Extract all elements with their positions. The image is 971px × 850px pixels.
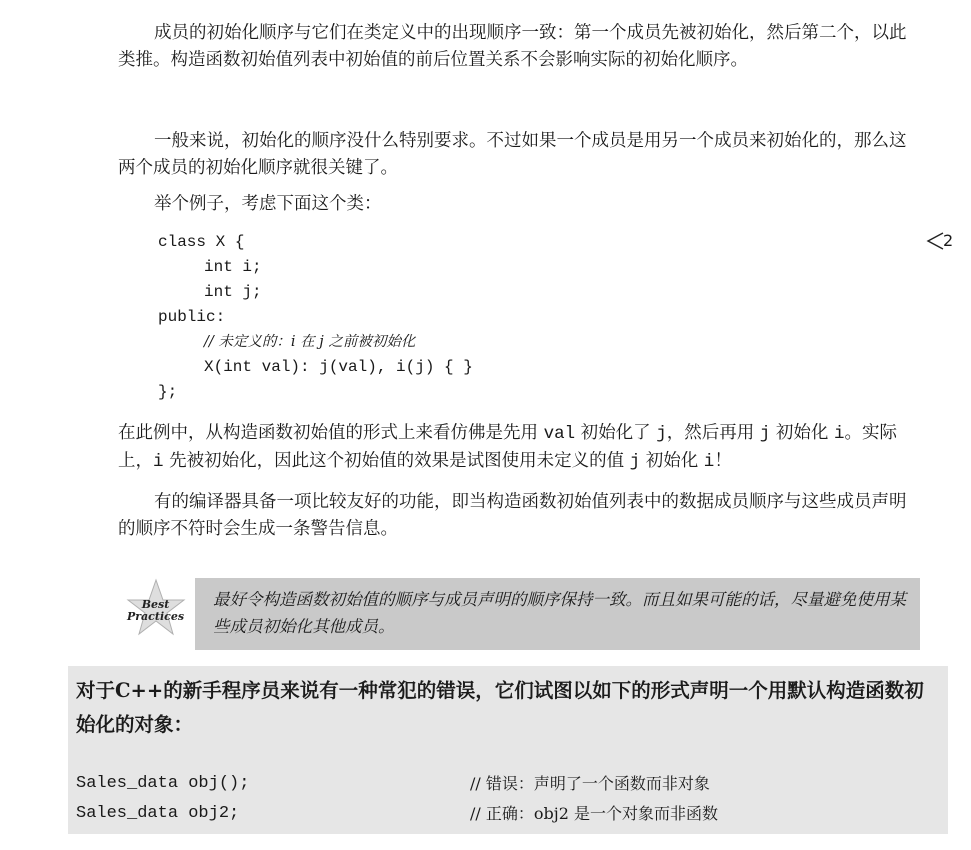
panel-code-declaration: Sales_data obj2; [76, 804, 240, 823]
code-line: int i; [204, 258, 262, 276]
text-run: ！ [714, 451, 732, 471]
page-reference-number: 2 [943, 231, 954, 250]
inline-code: j [759, 424, 771, 444]
left-arrow-icon [926, 232, 944, 250]
label-line: Best [141, 598, 170, 611]
panel-code-declaration: Sales_data obj(); [76, 774, 250, 793]
paragraph-init-order: 成员的初始化顺序与它们在类定义中的出现顺序一致：第一个成员先被初始化，然后第二个，以此类推。构造函数初始值列表中初始值的前后位置关系不会影响实际的初始化顺序。 [118, 23, 907, 70]
code-line: int j; [204, 283, 262, 301]
code-line: class X { [158, 233, 245, 251]
paragraph-example-explanation [118, 420, 918, 476]
text-run: 初始化了 [575, 423, 657, 443]
panel-code-row [76, 770, 946, 798]
panel-code-comment: // 正确：obj2 是一个对象而非函数 [470, 804, 718, 823]
text-run: 。实际上， [118, 423, 897, 471]
code-block-class-x [158, 230, 718, 405]
code-line: }; [158, 383, 178, 401]
best-practices-text: 最好令构造函数初始值的顺序与成员声明的顺序保持一致。而且如果可能的话，尽量避免使用某些成员初始化其他成员。 [195, 578, 920, 650]
inline-code: i [833, 424, 845, 444]
inline-code: i [153, 452, 164, 472]
panel-paragraph: 对于C++的新手程序员来说有一种常犯的错误，它们试图以如下的形式声明一个用默认构造函数初始化的对象： [76, 679, 924, 736]
paragraph-order-importance: 一般来说，初始化的顺序没什么特别要求。不过如果一个成员是用另一个成员来初始化的，那么这两个成员的初始化顺序就很关键了。 [118, 131, 907, 178]
panel-code-comment: // 错误：声明了一个函数而非对象 [470, 774, 710, 793]
text-run: 初始化 [770, 423, 834, 443]
text-run: 在此例中，从构造函数初始值的形式上来看仿佛是先用 [118, 423, 544, 443]
inline-code: i [703, 452, 715, 472]
code-line: public: [158, 308, 226, 326]
label-line: Practices [126, 610, 185, 623]
text-run: 初始化 [640, 451, 704, 471]
page-reference-marker [926, 230, 971, 252]
code-comment-line: // 未定义的：i 在 j 之前被初始化 [204, 334, 416, 350]
inline-code: val [543, 424, 576, 444]
text-run: 先被初始化，因此这个初始值的效果是试图使用未定义的值 [163, 451, 630, 471]
text-run: ，然后再用 [666, 423, 760, 443]
inline-code: j [629, 452, 641, 472]
code-line: X(int val): j(val), i(j) { } [204, 358, 473, 376]
best-practices-badge [118, 578, 193, 650]
inline-code: j [656, 424, 667, 444]
best-practices-label [118, 599, 193, 623]
paragraph-example-intro: 举个例子，考虑下面这个类： [154, 194, 382, 214]
panel-code-row [76, 800, 946, 828]
common-error-panel [68, 666, 948, 834]
best-practices-box [118, 578, 920, 650]
paragraph-compiler-warning: 有的编译器具备一项比较友好的功能，即当构造函数初始值列表中的数据成员顺序与这些成员声明的顺序不符时会生成一条警告信息。 [118, 492, 907, 539]
